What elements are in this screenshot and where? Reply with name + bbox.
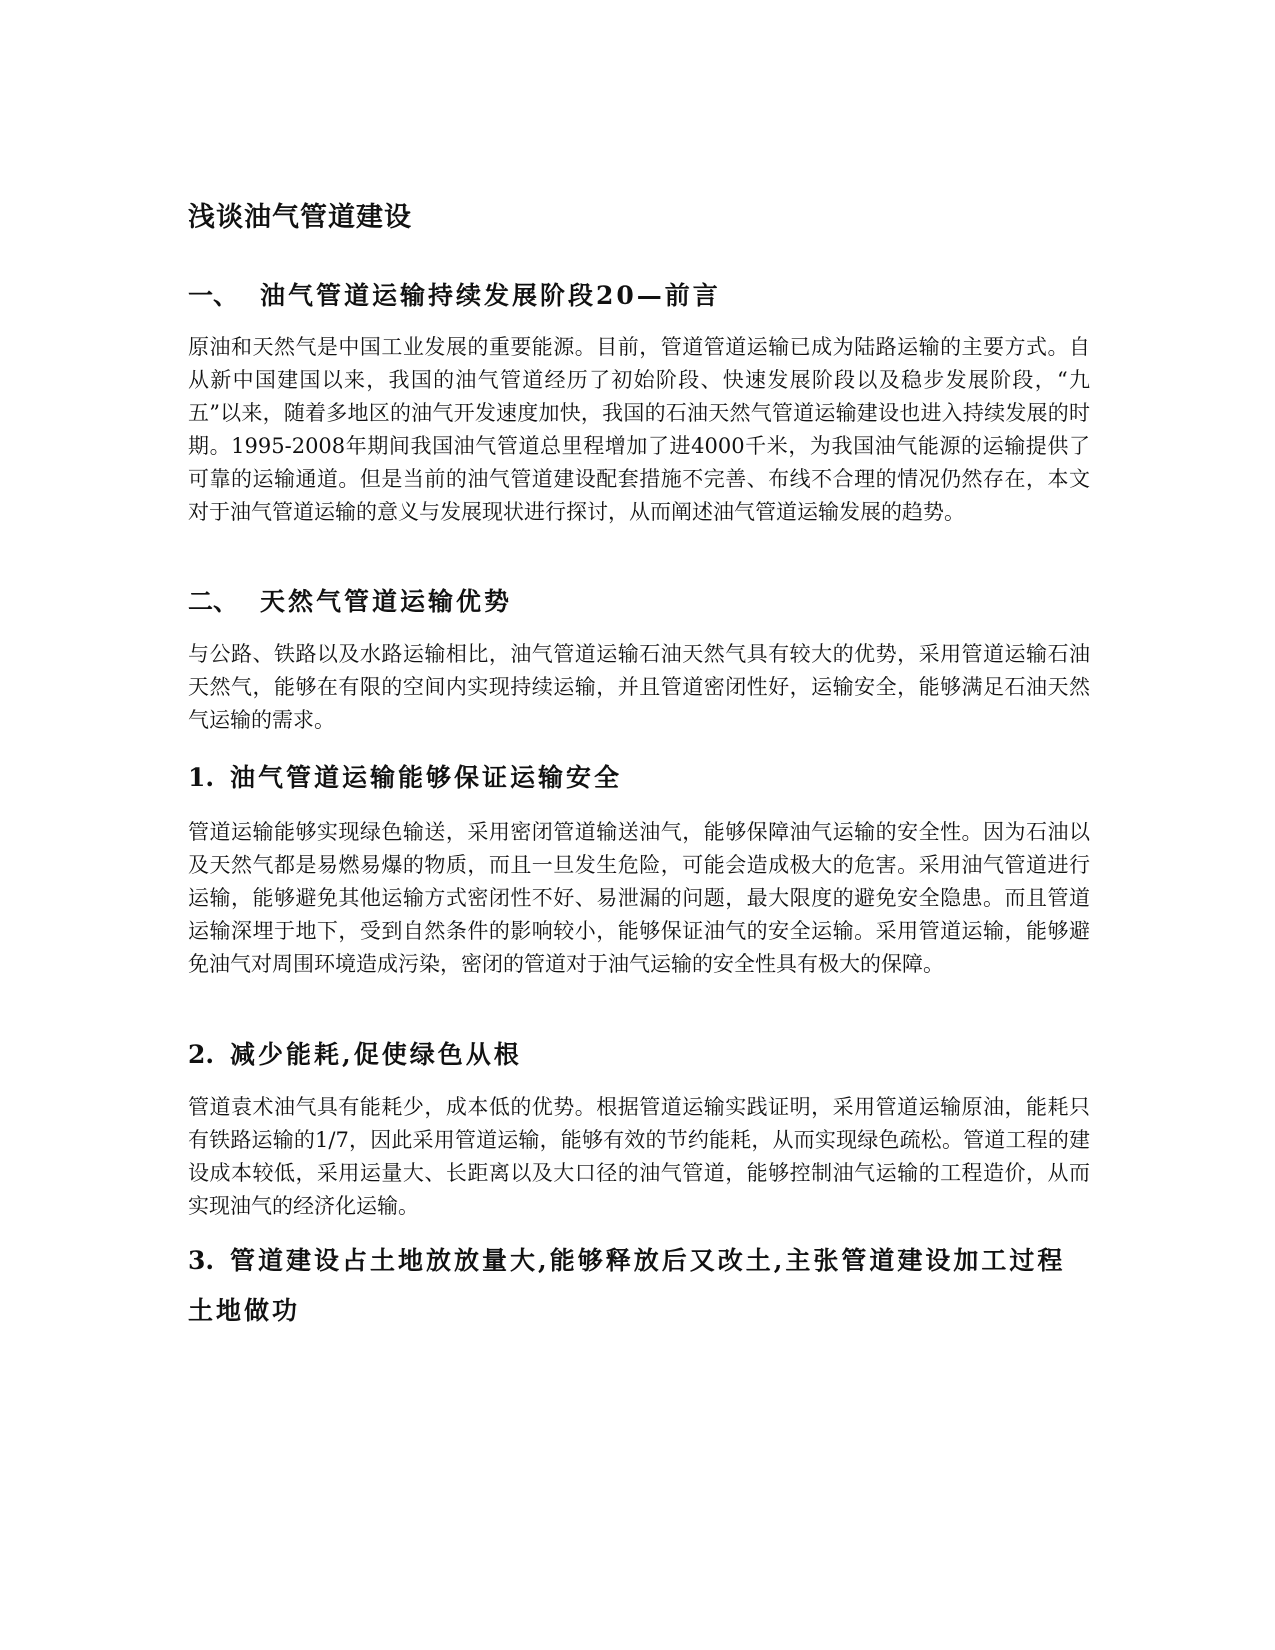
section-heading-text: 油气管道运输能够保证运输安全 (230, 763, 623, 792)
section-number: 2. (188, 1040, 215, 1069)
section-heading-text: 天然气管道运输优势 (260, 587, 513, 616)
section-paragraph-4: 管道袁术油气具有能耗少，成本低的优势。根据管道运输实践证明，采用管道运输原油，能耗只有铁路运输的1/7，因此采用管道运输，能够有效的节约能耗，从而实现绿色疏松。管道工程的建设成本较低，采用运量大、长距离以及大口径的油气管道，能够控制油气运输的工程造价，从而实现油气的经济化运输。 (188, 1095, 1090, 1218)
section-heading-text: 管道建设占土地放放量大,能够释放后又改土,主张管道建设加工过程土地做功 (188, 1246, 1066, 1325)
section-number: 二、 (188, 587, 239, 616)
document-title: 浅谈油气管道建设 (188, 202, 412, 233)
section-number: 一、 (188, 281, 239, 310)
section-heading-3 (188, 758, 622, 794)
section-heading-text: 减少能耗,促使绿色从根 (230, 1040, 522, 1069)
section-heading-5 (188, 1236, 1088, 1336)
section-heading-2 (188, 582, 512, 618)
section-paragraph-3: 管道运输能够实现绿色输送，采用密闭管道输送油气，能够保障油气运输的安全性。因为石油以及天然气都是易燃易爆的物质，而且一旦发生危险，可能会造成极大的危害。采用油气管道进行运输，能够避免其他运输方式密闭性不好、易泄漏的问题，最大限度的避免安全隐患。而且管道运输深埋于地下，受到自然条件的影响较小，能够保证油气的安全运输。采用管道运输，能够避免油气对周围环境造成污染，密闭的管道对于油气运输的安全性具有极大的保障。 (188, 820, 1090, 976)
section-paragraph-1: 原油和天然气是中国工业发展的重要能源。目前，管道管道运输已成为陆路运输的主要方式。自从新中国建国以来，我国的油气管道经历了初始阶段、快速发展阶段以及稳步发展阶段，“九五”以来，随着多地区的油气开发速度加快，我国的石油天然气管道运输建设也进入持续发展的时期。1995-2008年期间我国油气管道总里程增加了进4000千米，为我国油气能源的运输提供了可靠的运输通道。但是当前的油气管道建设配套措施不完善、布线不合理的情况仍然存在，本文对于油气管道运输的意义与发展现状进行探讨，从而阐述油气管道运输发展的趋势。 (188, 335, 1090, 524)
section-heading-text: 油气管道运输持续发展阶段20—前言 (260, 281, 721, 310)
section-number: 1. (188, 763, 215, 792)
section-heading-1 (188, 276, 721, 312)
section-heading-4 (188, 1035, 522, 1071)
section-paragraph-2: 与公路、铁路以及水路运输相比，油气管道运输石油天然气具有较大的优势，采用管道运输石油天然气，能够在有限的空间内实现持续运输，并且管道密闭性好，运输安全，能够满足石油天然气运输的需求。 (188, 642, 1090, 732)
section-number: 3. (188, 1246, 215, 1275)
